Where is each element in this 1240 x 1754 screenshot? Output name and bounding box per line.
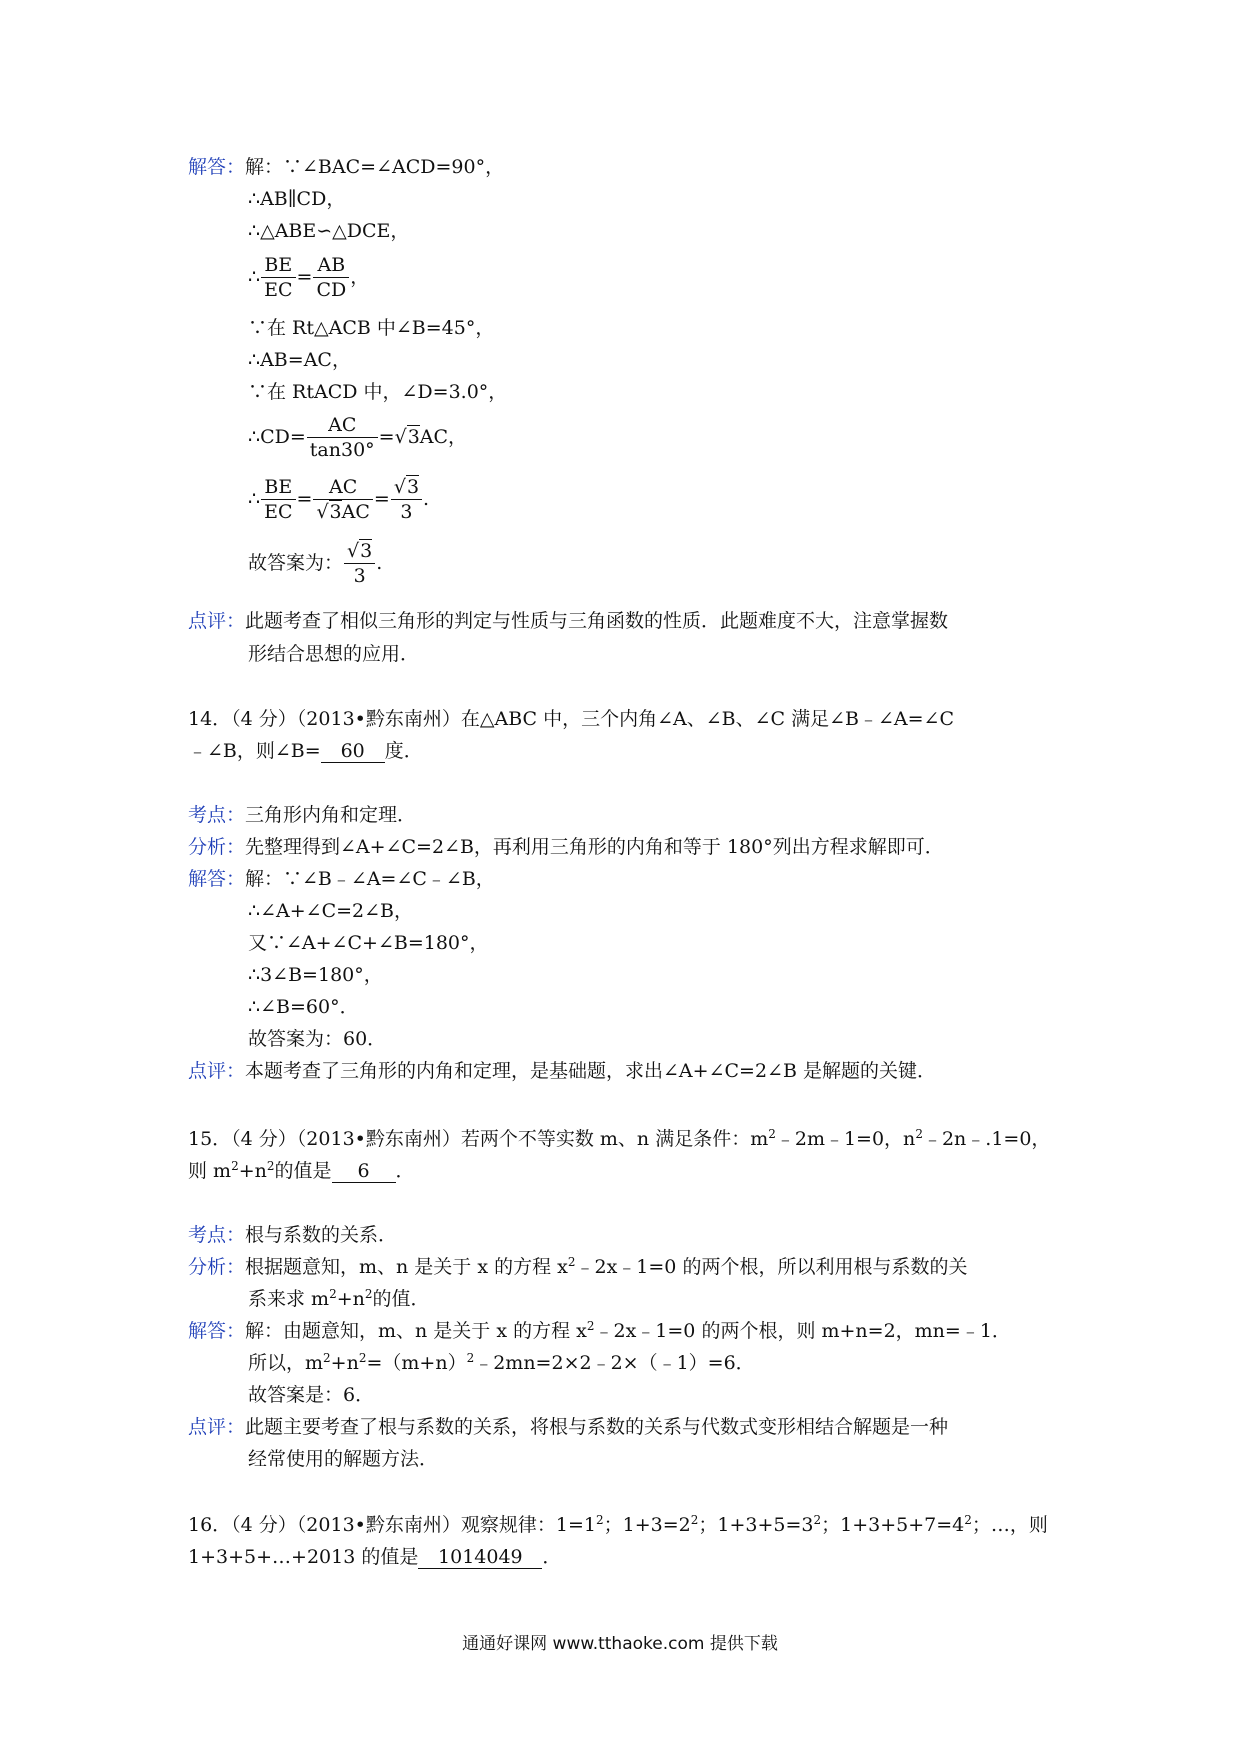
fraction-ac-sqrt3ac: $\frac{AC}{√3AC}$ — [313, 478, 372, 522]
sqrt-icon: √3 — [393, 476, 420, 498]
q14-solution-6: 故答案为：60． — [248, 1028, 387, 1050]
q15-comment-2: 经常使用的解题方法． — [248, 1448, 439, 1470]
page-footer: 通通好课网 www.tthaoke.com 提供下载 — [462, 1634, 778, 1654]
q15-solution-3: 故答案是：6． — [248, 1384, 375, 1406]
p13-line8: ∴CD= $\frac{AC}{\tan 30^\circ}$ =√3AC， — [248, 414, 468, 461]
p13-comment-1: 此题考查了相似三角形的判定与性质与三角函数的性质．此题难度不大，注意掌握数 — [245, 610, 949, 632]
fraction-ac-tan30: $\frac{AC}{\tan 30^\circ}$ — [307, 416, 378, 460]
q14-text-2: ﹣∠B，则∠B= 60 度． — [188, 740, 423, 762]
q14-comment: 本题考查了三角形的内角和定理，是基础题，求出∠A+∠C=2∠B 是解题的关键． — [245, 1060, 936, 1082]
label-analysis: 分析： — [188, 1256, 246, 1278]
fraction-sqrt3-3-answer: $\frac{√3}{3}$ — [344, 542, 375, 586]
p13-line10: 故答案为： $\frac{√3}{3}$ . — [248, 540, 383, 587]
p13-line5: ∵在 Rt△ACB 中∠B=45°， — [248, 317, 495, 339]
fraction-sqrt3-3: $\frac{√3}{3}$ — [391, 478, 422, 522]
label-key-point: 考点： — [188, 804, 246, 826]
label-key-point: 考点： — [188, 1224, 246, 1246]
p13-comment-2: 形结合思想的应用． — [248, 643, 420, 665]
q14-solution-2: ∴∠A+∠C=2∠B， — [248, 900, 413, 922]
q15-solution-1: 解答：解：由题意知，m、n 是关于 x 的方程 $x^2﹣2x﹣1=0$ 的两个根，则 m+n=2，mn=﹣1． — [188, 1319, 1011, 1342]
q16-text-2: 1+3+5+…+2013 的值是 1014049 ． — [188, 1546, 562, 1568]
p13-line4: ∴ $\frac{BE}{EC}$ = $\frac{AB}{CD}$ ， — [248, 254, 370, 301]
q15-analysis-1: 分析：根据题意知，m、n 是关于 x 的方程 $x^2﹣2x﹣1=0$ 的两个根，所以利用根与系数的关 — [188, 1255, 968, 1278]
label-comment: 点评： — [188, 1416, 246, 1438]
label-analysis: 分析： — [188, 836, 246, 858]
q15-text-1: 15．（4 分）（2013•黔东南州）若两个不等实数 m、n 满足条件：$m^2﹣2m﹣1=0$，$n^2﹣2n﹣.1=0$， — [188, 1127, 1051, 1150]
p13-line2: ∴AB∥CD， — [248, 188, 346, 210]
q14-analysis: 先整理得到∠A+∠C=2∠B，再利用三角形的内角和等于 180°列出方程求解即可． — [245, 836, 944, 858]
q14-answer-blank: 60 — [321, 742, 385, 763]
p13-line3: ∴△ABE∽△DCE， — [248, 220, 410, 242]
q14-solution-4: ∴3∠B=180°， — [248, 964, 383, 986]
label-comment: 点评： — [188, 1060, 246, 1082]
q16-text-1: 16．（4 分）（2013•黔东南州）观察规律：$1=1^2$；$1+3=2^2$；$1+3+5=3^2$；$1+3+5+7=4^2$；…，则 — [188, 1513, 1048, 1536]
p13-line7: ∵在 RtACD 中，∠D=3.0°， — [248, 381, 508, 403]
label-answer: 解答： — [188, 156, 246, 178]
q15-comment-1: 此题主要考查了根与系数的关系，将根与系数的关系与代数式变形相结合解题是一种 — [245, 1416, 949, 1438]
fraction-be-ec-2: $\frac{BE}{EC}$ — [261, 478, 295, 522]
q14-solution-5: ∴∠B=60°． — [248, 996, 359, 1018]
q15-answer-blank: 6 — [332, 1162, 396, 1183]
q15-text-2: 则 $m^2+n^2$的值是 6 ． — [188, 1159, 415, 1182]
sqrt-icon: √3 — [316, 501, 342, 523]
q14-text-1: 14．（4 分）（2013•黔东南州）在△ABC 中，三个内角∠A、∠B、∠C 满足∠B﹣∠A=∠C — [188, 708, 955, 730]
q14-key-point: 三角形内角和定理． — [245, 804, 417, 826]
label-comment: 点评： — [188, 610, 246, 632]
fraction-be-ec: $\frac{BE}{EC}$ — [261, 256, 295, 300]
q14-solution-1: 解：∵∠B﹣∠A=∠C﹣∠B， — [245, 868, 495, 890]
p13-line9: ∴ $\frac{BE}{EC}$ = $\frac{AC}{√3AC}$ = $\frac{√3}{3}$ . — [248, 476, 430, 523]
p13-line1: 解：∵∠BAC=∠ACD=90°， — [245, 156, 505, 178]
sqrt-icon: √3 — [347, 540, 373, 562]
fraction-ab-cd: $\frac{AB}{CD}$ — [313, 256, 349, 300]
q16-answer-blank: 1014049 — [418, 1548, 542, 1569]
sqrt-icon: √3 — [394, 426, 420, 448]
label-answer: 解答： — [188, 1320, 246, 1342]
q15-analysis-2: 系来求 $m^2+n^2$的值． — [248, 1287, 430, 1310]
p13-line6: ∴AB=AC， — [248, 349, 351, 371]
q15-key-point: 根与系数的关系． — [245, 1224, 398, 1246]
label-answer: 解答： — [188, 868, 246, 890]
q15-solution-2: 所以，$m^2+n^2=(m+n)^2﹣2mn=2\times 2﹣2\times(﹣1)=6$． — [248, 1351, 755, 1374]
q14-solution-3: 又∵∠A+∠C+∠B=180°， — [248, 932, 489, 954]
